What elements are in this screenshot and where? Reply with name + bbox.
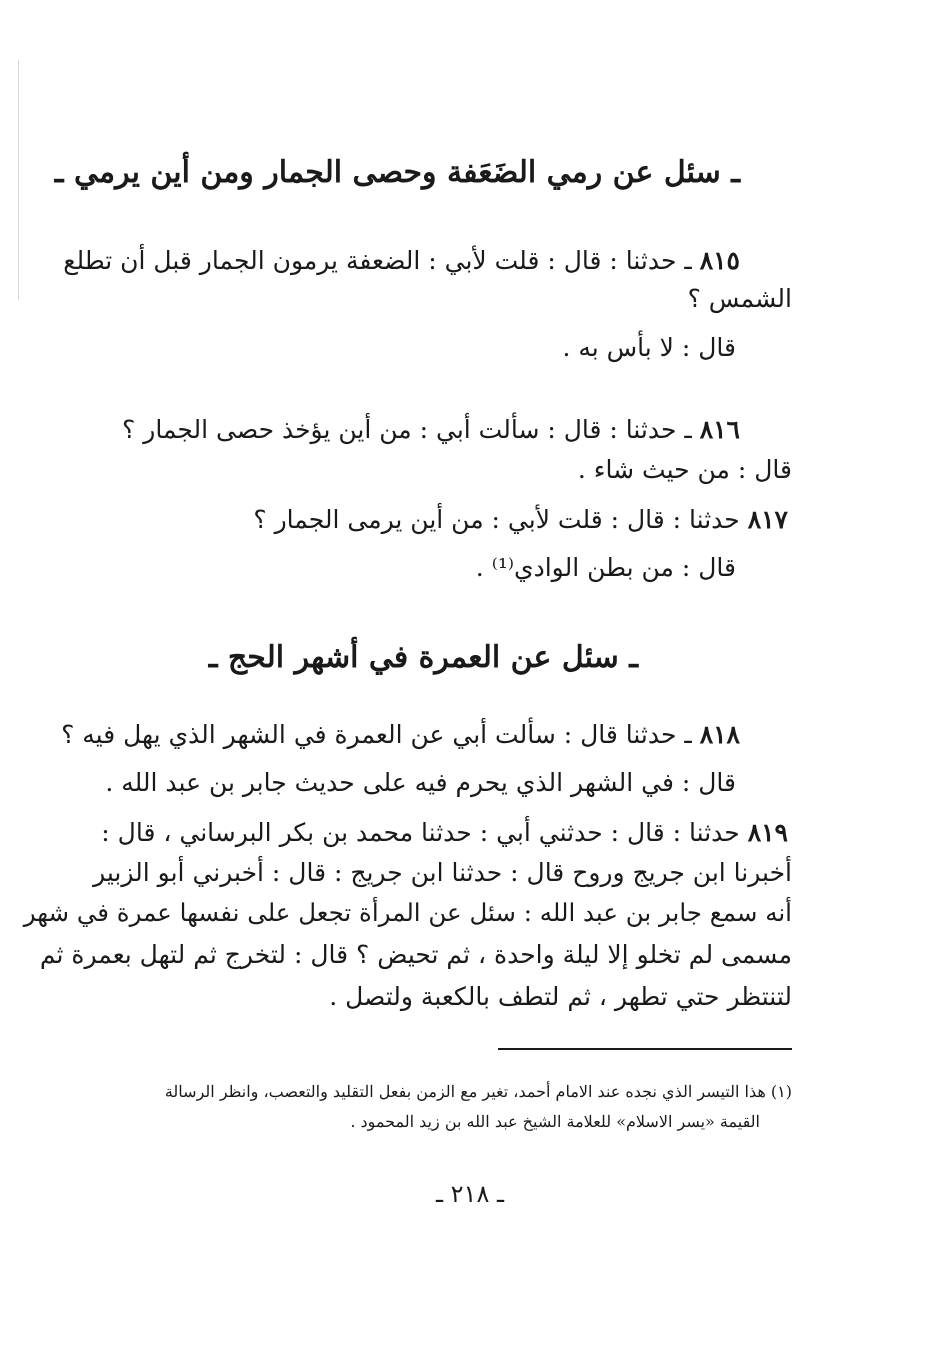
- entry-816-answer: قال : من حيث شاء .: [577, 455, 792, 484]
- scan-edge-line: [18, 60, 19, 300]
- footnote-separator: [498, 1048, 792, 1050]
- entry-818-answer: قال : في الشهر الذي يحرم فيه على حديث جابر بن عبد الله .: [105, 768, 736, 797]
- entry-816-line-1: [122, 412, 740, 448]
- page-number: ـ ٢١٨ ـ: [435, 1180, 504, 1208]
- footnote-line-2: القيمة «يسر الاسلام» للعلامة الشيخ عبد الله بن زيد المحمود .: [350, 1112, 760, 1131]
- entry-817-answer: قال : من بطن الوادي⁽¹⁾ .: [475, 553, 736, 582]
- entry-819-line-4: مسمى لم تخلو إلا ليلة واحدة ، ثم تحيض ؟ قال : لتخرج ثم لتهل بعمرة ثم: [39, 940, 792, 969]
- entry-819-line-2: أخبرنا ابن جريج وروح قال : حدثنا ابن جريج : قال : أخبرني أبو الزبير: [93, 858, 792, 887]
- entry-818-line-1: [61, 717, 740, 753]
- entry-number-816: ٨١٦: [699, 415, 740, 444]
- entry-number-817: ٨١٧: [747, 505, 788, 534]
- section-heading-2: ـ سئل عن العمرة في أشهر الحج ـ: [208, 640, 638, 675]
- entry-816-text-1: ـ حدثنا : قال : سألت أبي : من أين يؤخذ حصى الجمار ؟: [122, 415, 692, 444]
- entry-819-line-3: أنه سمع جابر بن عبد الله : سئل عن المرأة تجعل على نفسها عمرة في شهر: [23, 898, 792, 927]
- entry-819-line-5: لتنتظر حتي تطهر ، ثم لتطف بالكعبة ولتصل .: [329, 982, 792, 1011]
- entry-815-answer: قال : لا بأس به .: [562, 333, 736, 362]
- entry-number-819: ٨١٩: [747, 818, 788, 847]
- entry-815-text-1: ـ حدثنا : قال : قلت لأبي : الضعفة يرمون الجمار قبل أن تطلع: [63, 246, 692, 275]
- entry-number-818: ٨١٨: [699, 720, 740, 749]
- entry-819-line-1: [101, 815, 788, 851]
- entry-815-line-2: الشمس ؟: [687, 284, 792, 313]
- entry-817-line-1: [253, 502, 788, 538]
- entry-818-text-1: ـ حدثنا قال : سألت أبي عن العمرة في الشهر الذي يهل فيه ؟: [61, 720, 692, 749]
- entry-815-line-1: [63, 243, 740, 279]
- footnote-line-1: (١) هذا التيسر الذي نجده عند الامام أحمد، تغير مع الزمن بفعل التقليد والتعصب، وانظر الرسالة: [164, 1082, 792, 1101]
- section-heading-1: ـ سئل عن رمي الضَعَفة وحصى الجمار ومن أين يرمي ـ: [54, 155, 740, 190]
- entry-number-815: ٨١٥: [699, 246, 740, 275]
- entry-819-text-1: حدثنا : قال : حدثني أبي : حدثنا محمد بن بكر البرساني ، قال :: [101, 818, 740, 847]
- entry-817-text-1: حدثنا : قال : قلت لأبي : من أين يرمى الجمار ؟: [253, 505, 740, 534]
